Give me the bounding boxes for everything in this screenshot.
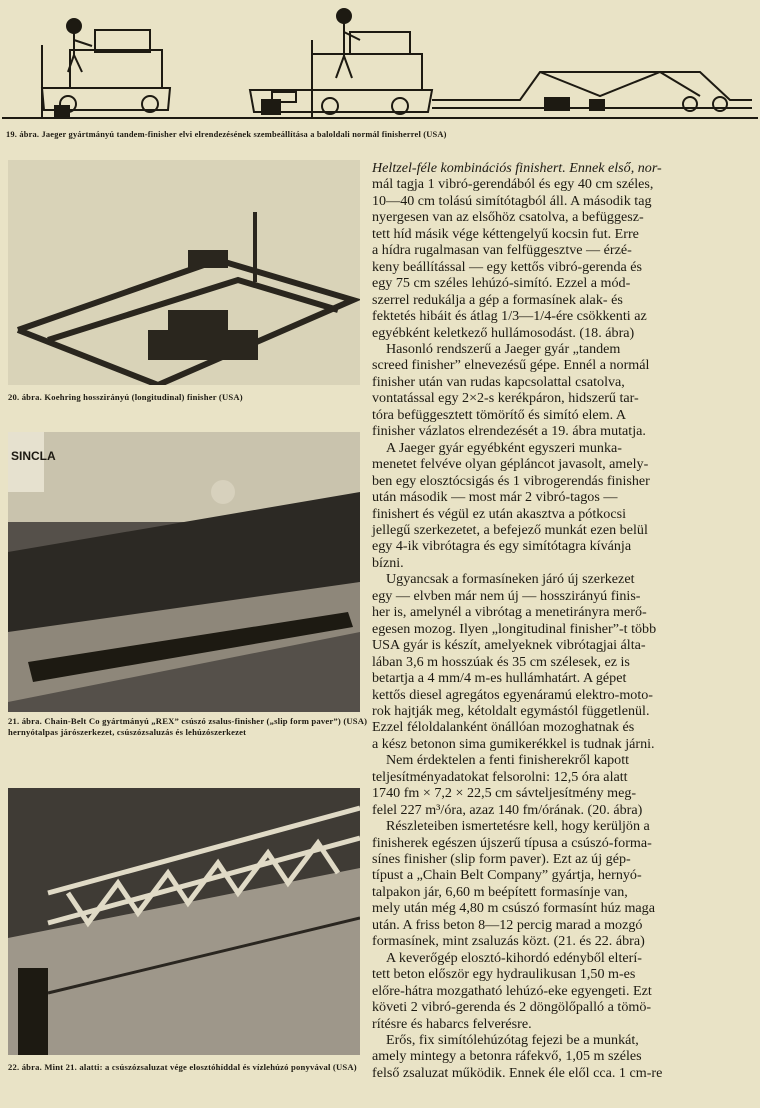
text-line: sínes finisher (slip form paver). Ezt az új gép-	[372, 851, 631, 868]
text-line: a kész betonon sima gumikerékkel is tudnak járni.	[372, 735, 655, 752]
text-line: finisher vázlatos elrendezését a 19. ábra mutatja.	[372, 423, 646, 440]
text-line: amely mintegy a betonra ráfekvő, 1,05 m széles	[372, 1048, 642, 1065]
text-line: Hasonló rendszerű a Jaeger gyár „tandem	[386, 340, 621, 357]
figure-22-caption: 22. ábra. Mint 21. alatti: a csúszózsaluzat vége elosztóhíddal és vízlehúzó ponyvával (USA)	[8, 1062, 357, 1072]
text-line: felel 227 m³/óra, azaz 140 fm/órának. (20. ábra)	[372, 801, 643, 818]
text-line: egyébként keletkező hullámosodást. (18. ábra)	[372, 324, 635, 341]
text-line: bízni.	[372, 554, 404, 571]
text-line: egy — elvben már nem új — hosszirányú finis-	[372, 587, 641, 604]
text-line: rítésre és habarcs felverésre.	[372, 1015, 532, 1032]
text-line: követi 2 vibró-gerenda és 2 döngölőpalló a tömö-	[372, 999, 652, 1016]
text-line: egy 75 cm széles lehúzó-simító. Ezzel a mód-	[372, 275, 631, 292]
text-line: lában 3,6 m hosszúak és 35 cm szélesek, ez is	[372, 653, 630, 670]
text-line: betartja a 4 mm/4 m-es hullámhatárt. A gépet	[372, 670, 627, 687]
text-line: finisherek egészen újszerű típusa a csúszó-forma-	[372, 834, 652, 851]
text-line: Ezzel féloldalanként önállóan mozoghatnak és	[372, 719, 635, 736]
text-line: Erős, fix simítólehúzótag fejezi be a munkát,	[386, 1032, 639, 1049]
text-line: egesen mozog. Ilyen „longitudinal finisher”-t több	[372, 620, 657, 637]
text-line: szerrel redukálja a gép a formasínek alak- és	[372, 291, 623, 308]
text-line: teljesítményadatokat felsorolni: 12,5 óra alatt	[372, 768, 628, 785]
figure-21-photo	[8, 432, 360, 712]
text-line: Ugyancsak a formasíneken járó új szerkezet	[386, 571, 635, 588]
text-line: ben egy elosztócsigás és 1 vibrogerendás finisher	[372, 472, 650, 489]
text-line: előre-hátra mozgatható lehúzó-eke egyengeti. Ezt	[372, 982, 652, 999]
text-line: Nem érdektelen a fenti finisherekről kapott	[386, 752, 630, 769]
text-line: USA gyár is készít, amelyeknek vibrótagjai álta-	[372, 637, 646, 654]
text-line: Heltzel-féle kombinációs finishert. Ennek első, nor-	[372, 160, 662, 176]
text-line: tóra befüggesztett tömörítő és simító elem. A	[372, 406, 627, 423]
text-line: jellegű szerkezetet, a befejező munkát ezen belül	[372, 521, 648, 538]
text-line: mál tagja 1 vibró-gerendából és egy 40 cm széles,	[372, 176, 654, 193]
text-line: fektetés hibáit és átlag 1/3—1/4-ére csökkenti az	[372, 308, 647, 325]
text-line: finishert és végül ez után akasztva a pótkocsi	[372, 505, 626, 522]
text-line: kettős diesel agregátos egyenáramú elektro-moto-	[372, 686, 653, 703]
text-line: mely után még 4,80 m csúszó formasínt húz maga	[372, 900, 655, 917]
text-line: talpakon jár, 6,60 m beépített formasínje van,	[372, 883, 628, 900]
text-line: rok hajtják meg, kétoldalt egymástól függetlenül.	[372, 702, 650, 719]
figure-19-caption: 19. ábra. Jaeger gyártmányú tandem-finisher elvi elrendezésének szembeállítása a baloldali normál finisherrel (USA)	[6, 130, 447, 139]
text-line: screed finisher” elnevezésű gépe. Ennél a normál	[372, 357, 650, 374]
figure-21-sign: SINCLA	[11, 449, 56, 463]
text-line: formasínek, mint zsaluzás közt. (21. és 22. ábra)	[372, 933, 645, 950]
figure-19-drawing	[0, 0, 760, 130]
text-line: felső zsaluzat működik. Ennek éle elől cca. 1 cm-re	[372, 1064, 663, 1081]
text-line: menetet felvéve olyan gépláncot javasolt, amely-	[372, 456, 649, 473]
text-line: 10—40 cm tolású simítótagból áll. A második tag	[372, 192, 652, 209]
text-line: után második — most már 2 vibró-tagos —	[372, 489, 618, 506]
text-line: 1740 fm × 7,2 × 22,5 cm sávteljesítmény meg-	[372, 785, 637, 802]
text-line: típust a „Chain Belt Company” gyártja, hernyó-	[372, 867, 642, 884]
text-line: a hídra rugalmasan van felfüggesztve — érzé-	[372, 242, 632, 259]
text-line: keny beállítással — egy kettős vibró-gerenda és	[372, 258, 643, 275]
text-line: vontatással egy 2×2-s kerékpáron, hidszerű tar-	[372, 390, 639, 407]
text-line: tett beton először egy hydraulikusan 1,50 m-es	[372, 966, 636, 983]
text-line: her is, amelynél a vibrótag a menetirányra merő-	[372, 604, 647, 621]
body-text-column	[372, 160, 753, 1081]
text-line: egy 4-ik vibrótagra és egy simítótagra kívánja	[372, 538, 632, 555]
figure-20-caption: 20. ábra. Koehring hosszirányú (longitudinal) finisher (USA)	[8, 392, 243, 402]
text-line: tett híd másik vége kéttengelyű kocsin fut. Erre	[372, 225, 639, 242]
figure-20-photo	[8, 160, 360, 385]
figure-22-photo	[8, 788, 360, 1055]
text-line: A keverőgép elosztó-kihordó edényből elterí-	[386, 949, 642, 966]
text-line: után. A friss beton 8—12 percig marad a mozgó	[372, 916, 643, 933]
text-line: finisher után van rudas kapcsolattal csatolva,	[372, 373, 625, 390]
text-line: Részleteiben ismertetésre kell, hogy kerüljön a	[386, 818, 650, 835]
text-line: A Jaeger gyár egyébként egyszeri munka-	[386, 439, 622, 456]
text-line: nyergesen van az elsőhöz csatolva, a befüggesz-	[372, 209, 644, 226]
figure-21-caption: 21. ábra. Chain-Belt Co gyártmányú „REX” csúszó zsalus-finisher („slip form paver”) (USA) hernyótalpas járószerkezet, csúszózsaluzás és lehúzószerkezet	[8, 716, 368, 737]
